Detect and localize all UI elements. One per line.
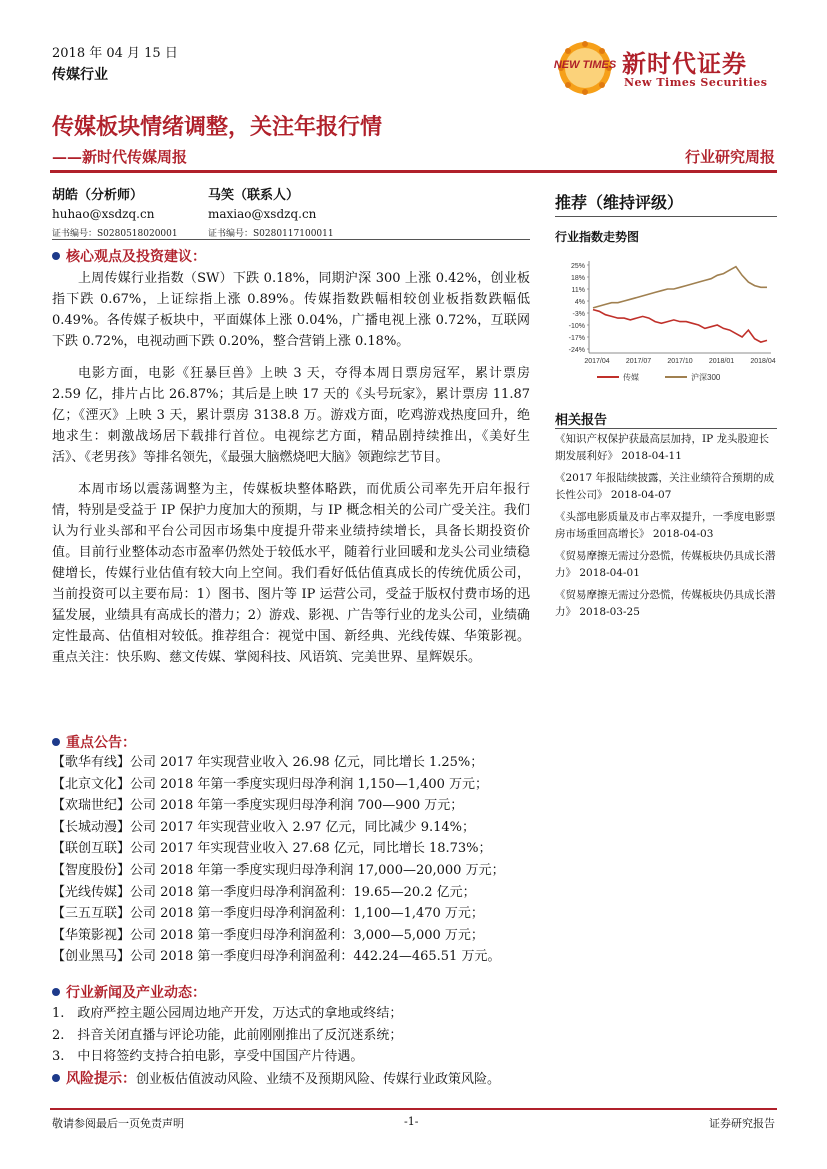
announcement-item: 【智度股份】公司 2018 年第一季度实现归母净利润 17,000—20,000 万元；: [52, 862, 505, 878]
bullet-icon: [52, 252, 60, 260]
analyst-cert: 证书编号：S0280117100011: [208, 229, 334, 239]
chart-title: 行业指数走势图: [555, 230, 640, 244]
paragraph: 上周传媒行业指数（SW）下跌 0.18%，同期沪深 300 上涨 0.42%，创业板指下跌 0.67%，上证综指上涨 0.89%。传媒指数跌幅相较创业板指数跌幅低 0.49%。各传媒子板块中，平面媒体上涨 0.04%，广播电视上涨 0.72%，互联网下跌 0.72%，电视动画下跌 0.20%，整合营销上涨 0.18%。: [52, 271, 530, 349]
x-tick-label: 2017/10: [667, 358, 693, 365]
announcement-item: 【三五互联】公司 2018 第一季度归母净利润盈利：1,100—1,470 万元；: [52, 906, 484, 922]
footer-divider: [50, 1108, 777, 1110]
index-trend-chart: [555, 255, 777, 390]
analyst-name: 胡皓（分析师）: [52, 188, 144, 203]
announcement-item: 【联创互联】公司 2017 年实现营业收入 27.68 亿元，同比增长 18.73%；: [52, 841, 492, 857]
risk-warning: 风险提示：创业板估值波动风险、业绩不及预期风险、传媒行业政策风险。: [52, 1068, 500, 1088]
y-tick-label: 18%: [570, 275, 585, 282]
x-tick-label: 2018/01: [708, 358, 735, 365]
divider: [50, 170, 777, 173]
related-report[interactable]: 《头部电影质量及市占率双提升，一季度电影票房市场重回高增长》 2018-04-03: [555, 511, 776, 540]
news-list: [52, 1003, 402, 1068]
legend-label-media: 传媒: [623, 373, 639, 382]
report-type: 行业研究周报: [684, 148, 775, 166]
announcement-item: 【创业黑马】公司 2018 第一季度归母净利润盈利：442.24—465.51 万元。: [52, 949, 501, 965]
analyst-2: [208, 186, 334, 243]
legend-label-hs300: 沪深300: [691, 373, 721, 382]
related-report[interactable]: 《2017 年报陆续披露，关注业绩符合预期的成长性公司》 2018-04-07: [555, 472, 775, 501]
analyst-email: maxiao@xsdzq.cn: [208, 207, 317, 221]
divider: [52, 239, 530, 240]
y-tick-label: 25%: [570, 263, 585, 270]
core-view-heading: 核心观点及投资建议：: [52, 246, 206, 266]
company-logo: [553, 38, 623, 100]
page-number: -1-: [404, 1115, 419, 1128]
analyst-email: huhao@xsdzq.cn: [52, 207, 155, 221]
announcements-heading: 重点公告：: [52, 732, 136, 752]
news-item: 3. 中日将签约支持合拍电影，享受中国国产片待遇。: [52, 1049, 364, 1065]
company-name-en: New Times Securities: [624, 76, 768, 89]
announcement-item: 【歌华有线】公司 2017 年实现营业收入 26.98 亿元，同比增长 1.25%；: [52, 755, 484, 770]
x-tick-label: 2017/04: [584, 358, 610, 365]
series-line-hs300: [593, 267, 767, 308]
related-report[interactable]: 《贸易摩擦无需过分恐慌，传媒板块仍具成长潜力》 2018-04-01: [555, 550, 776, 579]
y-tick-label: -24%: [568, 347, 585, 354]
footer-doc-type: 证券研究报告: [709, 1117, 775, 1130]
series-line-media: [593, 310, 767, 343]
sector-label: 传媒行业: [52, 67, 108, 83]
announcements-list: [52, 752, 505, 968]
announcement-item: 【光线传媒】公司 2018 第一季度归母净利润盈利：19.65—20.2 亿元；: [52, 884, 476, 900]
announcement-item: 【欢瑞世纪】公司 2018 年第一季度实现归母净利润 700—900 万元；: [52, 798, 464, 814]
y-tick-label: 11%: [571, 287, 585, 294]
y-tick-label: -17%: [568, 335, 585, 342]
core-view-body: [52, 268, 530, 668]
divider: [555, 216, 777, 217]
report-date: 2018 年 04 月 15 日: [52, 46, 178, 61]
news-item: 1. 政府严控主题公园周边地产开发，万达式的拿地或终结；: [52, 1006, 403, 1021]
bullet-icon: [52, 1074, 60, 1082]
logo-text: NEW TIMES: [553, 59, 617, 71]
announcement-item: 【华策影视】公司 2018 第一季度归母净利润盈利：3,000—5,000 万元；: [52, 927, 484, 943]
analyst-cert: 证书编号：S0280518020001: [52, 229, 178, 239]
y-tick-label: -10%: [568, 323, 585, 330]
report-title: 传媒板块情绪调整，关注年报行情: [52, 114, 383, 140]
bullet-icon: [52, 988, 60, 996]
y-tick-label: -3%: [572, 311, 585, 318]
news-heading: 行业新闻及产业动态：: [52, 982, 206, 1002]
paragraph: 电影方面，电影《狂暴巨兽》上映 3 天，夺得本周日票房冠军，累计票房 2.59 亿，排片占比 26.87%；其后是上映 17 天的《头号玩家》，累计票房 11.87 亿；《湮灭》上映 3 天，累计票房 3138.8 万。游戏方面，吃鸡游戏热度回升，绝地求生：刺激战场居下载排行首位。电视综艺方面，精品剧持续推出，《美好生活》、《老男孩》等排名领先，《最强大脑燃烧吧大脑》领跑综艺节目。: [52, 366, 530, 465]
related-reports-list: [555, 431, 777, 626]
divider: [555, 428, 777, 429]
y-tick-label: 4%: [574, 299, 585, 306]
announcement-item: 【长城动漫】公司 2017 年实现营业收入 2.97 亿元，同比减少 9.14%；: [52, 819, 475, 835]
paragraph: 本周市场以震荡调整为主，传媒板块整体略跌，而优质公司率先开启年报行情，特别是受益于 IP 保护力度加大的预期，与 IP 概念相关的公司广受关注。我们认为行业头部和平台公司因市场集中度提升带来业绩持续增长，具备长期投资价值。目前行业整体动态市盈率仍然处于较低水平，随着行业回暖和龙头公司业绩稳健增长，传媒行业估值有较大向上空间。我们看好低估值真成长的传统优质公司，当前投资可以主要布局：1）图书、图片等 IP 运营公司，受益于版权付费市场的迅猛发展，业绩具有高成长的潜力；2）游戏、影视、广告等行业的龙头公司，业绩确定性最高、估值相对较低。推荐组合：视觉中国、新经典、光线传媒、华策影视。重点关注：快乐购、慈文传媒、掌阅科技、风语筑、完美世界、星辉娱乐。: [52, 482, 530, 665]
company-name-cn: 新时代证券: [622, 49, 747, 78]
analyst-1: [52, 186, 178, 243]
related-report[interactable]: 《贸易摩擦无需过分恐慌，传媒板块仍具成长潜力》 2018-03-25: [555, 589, 776, 618]
rating: 推荐（维持评级）: [555, 193, 684, 212]
x-tick-label: 2017/07: [625, 358, 652, 365]
related-report[interactable]: 《知识产权保护获最高层加持，IP 龙头股迎长期发展利好》 2018-04-11: [555, 433, 770, 462]
related-reports-title: 相关报告: [555, 413, 608, 428]
footer-disclaimer[interactable]: 敬请参阅最后一页免责声明: [52, 1117, 184, 1130]
news-item: 2. 抖音关闭直播与评论功能，此前刚刚推出了反沉迷系统；: [52, 1027, 403, 1043]
bullet-icon: [52, 738, 60, 746]
x-tick-label: 2018/04: [750, 358, 776, 365]
announcement-item: 【北京文化】公司 2018 年第一季度实现归母净利润 1,150—1,400 万元；: [52, 776, 489, 792]
analyst-name: 马笑（联系人）: [208, 188, 300, 203]
report-subtitle: ——新时代传媒周报: [52, 148, 188, 166]
